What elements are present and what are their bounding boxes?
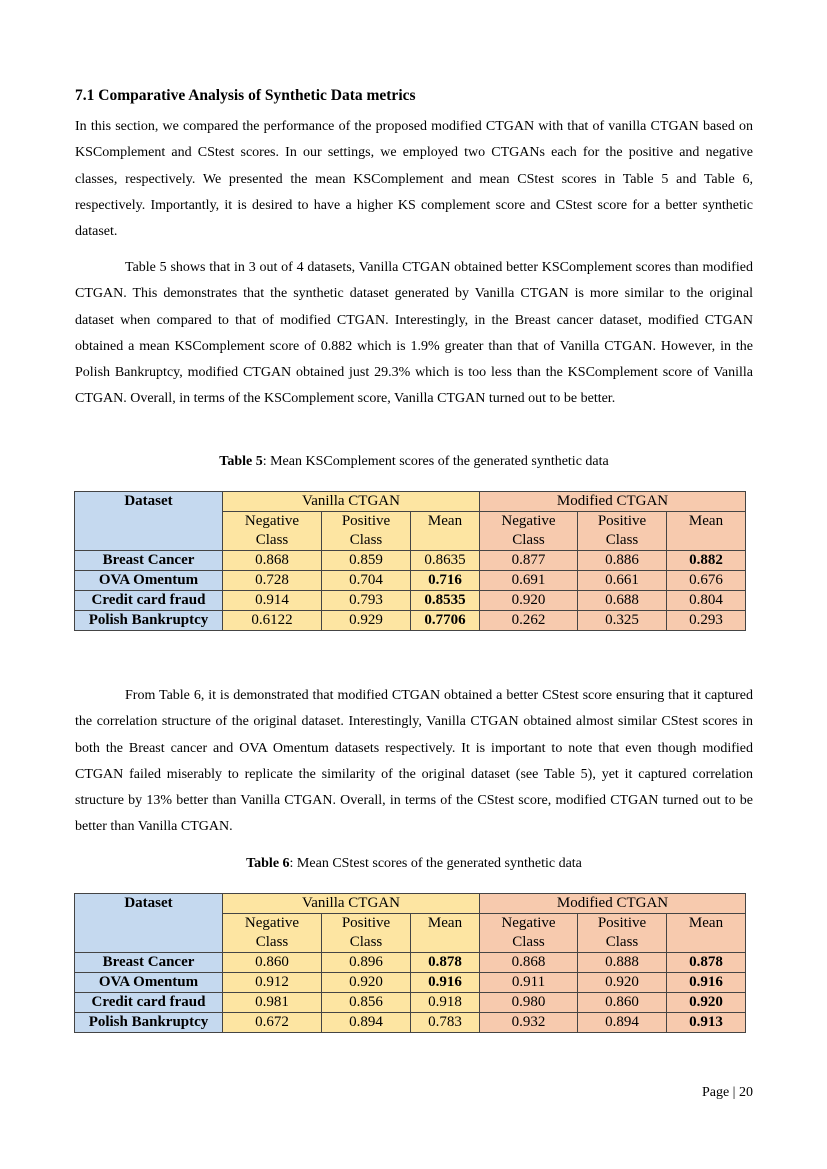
dataset-cell: Breast Cancer (75, 551, 223, 571)
table-row (75, 611, 746, 631)
vanilla-pos-cell: 0.929 (322, 611, 411, 631)
vanilla-pos-cell: 0.894 (322, 1013, 411, 1033)
vanilla-header: Vanilla CTGAN (223, 894, 480, 914)
vanilla-pos-header: Positive Class (322, 914, 411, 953)
vanilla-mean-cell: 0.8535 (411, 591, 480, 611)
dataset-cell: Polish Bankruptcy (75, 1013, 223, 1033)
table-row (75, 973, 746, 993)
table-row (75, 551, 746, 571)
vanilla-pos-cell: 0.896 (322, 953, 411, 973)
modified-pos-header: Positive Class (578, 512, 667, 551)
table5-caption-text: : Mean KSComplement scores of the generated synthetic data (262, 454, 609, 469)
vanilla-neg-cell: 0.860 (223, 953, 322, 973)
paragraph-intro: In this section, we compared the performance of the proposed modified CTGAN with that of vanilla CTGAN based on KSComplement and CStest scores. In our settings, we employed two CTGANs each for the positive and negative classes, respectively. We presented the mean KSComplement and mean CStest scores in Table 5 and Table 6, respectively. Importantly, it is desired to have a higher KS complement score and CStest score for a better synthetic dataset. (75, 119, 753, 240)
modified-pos-cell: 0.688 (578, 591, 667, 611)
modified-header: Modified CTGAN (480, 492, 746, 512)
page-number: Page | 20 (701, 1085, 753, 1100)
vanilla-mean-cell: 0.916 (411, 973, 480, 993)
table5 (74, 491, 746, 631)
dataset-cell: Polish Bankruptcy (75, 611, 223, 631)
modified-neg-cell: 0.920 (480, 591, 578, 611)
vanilla-neg-cell: 0.6122 (223, 611, 322, 631)
vanilla-neg-cell: 0.981 (223, 993, 322, 1013)
paragraph-table6-discussion: From Table 6, it is demonstrated that modified CTGAN obtained a better CStest score ensuring that it captured the correlation structure of the original dataset. Interestingly, Vanilla CTGAN obtained almost similar CStest scores in both the Breast cancer and OVA Omentum datasets respectively. It is important to note that even though modified CTGAN failed miserably to replicate the similarity of the original dataset (see Table 5), yet it captured correlation structure by 13% better than Vanilla CTGAN. Overall, in terms of the CStest score, modified CTGAN turned out to be better than Vanilla CTGAN. (75, 688, 753, 835)
vanilla-pos-cell: 0.704 (322, 571, 411, 591)
dataset-cell: Credit card fraud (75, 993, 223, 1013)
modified-mean-cell: 0.916 (667, 973, 746, 993)
vanilla-mean-cell: 0.716 (411, 571, 480, 591)
dataset-cell: OVA Omentum (75, 973, 223, 993)
vanilla-neg-cell: 0.672 (223, 1013, 322, 1033)
vanilla-mean-header: Mean (411, 512, 480, 551)
vanilla-mean-cell: 0.8635 (411, 551, 480, 571)
modified-mean-cell: 0.878 (667, 953, 746, 973)
dataset-cell: Breast Cancer (75, 953, 223, 973)
table-row (75, 591, 746, 611)
vanilla-pos-cell: 0.856 (322, 993, 411, 1013)
vanilla-mean-cell: 0.918 (411, 993, 480, 1013)
modified-neg-cell: 0.262 (480, 611, 578, 631)
modified-pos-cell: 0.860 (578, 993, 667, 1013)
modified-neg-cell: 0.980 (480, 993, 578, 1013)
vanilla-neg-header: Negative Class (223, 512, 322, 551)
vanilla-mean-cell: 0.878 (411, 953, 480, 973)
vanilla-neg-cell: 0.728 (223, 571, 322, 591)
modified-pos-cell: 0.661 (578, 571, 667, 591)
section-title: 7.1 Comparative Analysis of Synthetic Data metrics (75, 87, 416, 104)
table-row (75, 953, 746, 973)
modified-mean-cell: 0.913 (667, 1013, 746, 1033)
vanilla-mean-cell: 0.783 (411, 1013, 480, 1033)
modified-neg-cell: 0.911 (480, 973, 578, 993)
vanilla-header: Vanilla CTGAN (223, 492, 480, 512)
modified-pos-cell: 0.325 (578, 611, 667, 631)
table6 (74, 893, 746, 1033)
paragraph-table5-discussion: Table 5 shows that in 3 out of 4 datasets, Vanilla CTGAN obtained better KSComplement scores than modified CTGAN. This demonstrates that the synthetic dataset generated by Vanilla CTGAN is more similar to the original dataset when compared to that of modified CTGAN. Interestingly, in the Breast cancer dataset, modified CTGAN obtained a mean KSComplement score of 0.882 which is 1.9% greater than that of Vanilla CTGAN. However, in the Polish Bankruptcy, modified CTGAN obtained just 29.3% which is too less than the KSComplement score of Vanilla CTGAN. Overall, in terms of the KSComplement score, Vanilla CTGAN turned out to be better. (75, 260, 753, 407)
modified-mean-cell: 0.882 (667, 551, 746, 571)
modified-neg-header: Negative Class (480, 512, 578, 551)
table5-caption-label: Table 5 (219, 454, 263, 469)
table-row (75, 993, 746, 1013)
modified-neg-cell: 0.932 (480, 1013, 578, 1033)
dataset-cell: OVA Omentum (75, 571, 223, 591)
modified-mean-cell: 0.676 (667, 571, 746, 591)
vanilla-neg-cell: 0.914 (223, 591, 322, 611)
vanilla-mean-cell: 0.7706 (411, 611, 480, 631)
vanilla-mean-header: Mean (411, 914, 480, 953)
dataset-header: Dataset (75, 894, 223, 953)
modified-pos-header: Positive Class (578, 914, 667, 953)
vanilla-pos-cell: 0.859 (322, 551, 411, 571)
vanilla-neg-header: Negative Class (223, 914, 322, 953)
vanilla-pos-cell: 0.793 (322, 591, 411, 611)
modified-neg-cell: 0.691 (480, 571, 578, 591)
modified-header: Modified CTGAN (480, 894, 746, 914)
modified-pos-cell: 0.886 (578, 551, 667, 571)
vanilla-neg-cell: 0.912 (223, 973, 322, 993)
modified-mean-cell: 0.293 (667, 611, 746, 631)
table6-caption (75, 856, 753, 872)
modified-neg-header: Negative Class (480, 914, 578, 953)
table5-caption (75, 454, 753, 470)
modified-mean-cell: 0.920 (667, 993, 746, 1013)
modified-pos-cell: 0.888 (578, 953, 667, 973)
table-row (75, 571, 746, 591)
modified-mean-cell: 0.804 (667, 591, 746, 611)
vanilla-pos-cell: 0.920 (322, 973, 411, 993)
modified-neg-cell: 0.868 (480, 953, 578, 973)
modified-mean-header: Mean (667, 914, 746, 953)
modified-neg-cell: 0.877 (480, 551, 578, 571)
table6-caption-text: : Mean CStest scores of the generated synthetic data (289, 856, 582, 871)
vanilla-neg-cell: 0.868 (223, 551, 322, 571)
table6-caption-label: Table 6 (246, 856, 290, 871)
table-row (75, 1013, 746, 1033)
dataset-header: Dataset (75, 492, 223, 551)
modified-pos-cell: 0.894 (578, 1013, 667, 1033)
vanilla-pos-header: Positive Class (322, 512, 411, 551)
modified-mean-header: Mean (667, 512, 746, 551)
modified-pos-cell: 0.920 (578, 973, 667, 993)
dataset-cell: Credit card fraud (75, 591, 223, 611)
